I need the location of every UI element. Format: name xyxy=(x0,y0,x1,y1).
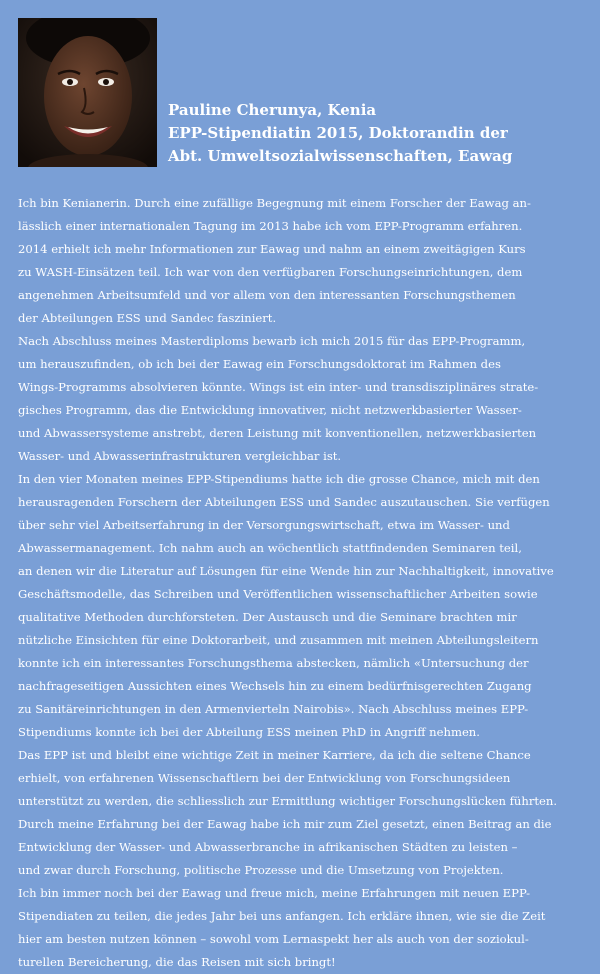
body-text-line: 2014 erhielt ich mehr Informationen zur Eawag und nahm an einem zweitägigen Kurs xyxy=(18,242,526,256)
body-text-line: In den vier Monaten meines EPP-Stipendiums hatte ich die grosse Chance, mich mit den xyxy=(18,472,540,486)
body-text-line: Geschäftsmodelle, das Schreiben und Veröffentlichen wissenschaftlicher Arbeiten sowie xyxy=(18,587,538,601)
body-text-line: Ich bin immer noch bei der Eawag und freue mich, meine Erfahrungen mit neuen EPP- xyxy=(18,886,531,900)
body-text-line: gisches Programm, das die Entwicklung innovativer, nicht netzwerkbasierter Wasser- xyxy=(18,403,522,417)
body-text-line: erhielt, von erfahrenen Wissenschaftlern bei der Entwicklung von Forschungsideen xyxy=(18,771,511,785)
body-text-line: unterstützt zu werden, die schliesslich zur Ermittlung wichtiger Forschungslücken führten. xyxy=(18,794,558,808)
person-name: Pauline Cherunya, Kenia xyxy=(168,101,377,119)
body-text-line: Ich bin Kenianerin. Durch eine zufällige Begegnung mit einem Forscher der Eawag an- xyxy=(18,196,531,210)
person-role-line-2: Abt. Umweltsozialwissenschaften, Eawag xyxy=(168,147,513,165)
body-text-line: Stipendiums konnte ich bei der Abteilung ESS meinen PhD in Angriff nehmen. xyxy=(18,725,480,739)
body-text-line: zu Sanitäreinrichtungen in den Armenvierteln Nairobis». Nach Abschluss meines EPP- xyxy=(18,702,529,716)
body-text-line: der Abteilungen ESS und Sandec fasziniert. xyxy=(18,311,277,325)
body-text-line: über sehr viel Arbeitserfahrung in der Versorgungswirtschaft, etwa im Wasser- und xyxy=(18,518,510,532)
body-text-line: Durch meine Erfahrung bei der Eawag habe ich mir zum Ziel gesetzt, einen Beitrag an die xyxy=(18,817,552,831)
body-text-line: qualitative Methoden durchforsteten. Der Austausch und die Seminare brachten mir xyxy=(18,610,517,624)
person-role-line-1: EPP-Stipendiatin 2015, Doktorandin der xyxy=(168,124,508,142)
body-text-line: Nach Abschluss meines Masterdiploms bewarb ich mich 2015 für das EPP-Programm, xyxy=(18,334,526,348)
testimonial-text xyxy=(18,192,588,974)
body-text-line: hier am besten nutzen können – sowohl vom Lernaspekt her als auch von der soziokul- xyxy=(18,932,529,946)
body-text-line: um herauszufinden, ob ich bei der Eawag ein Forschungsdoktorat im Rahmen des xyxy=(18,357,501,371)
body-text-line: Entwicklung der Wasser- und Abwasserbranche in afrikanischen Städten zu leisten – xyxy=(18,840,518,854)
body-text-line: angenehmen Arbeitsumfeld und vor allem von den interessanten Forschungsthemen xyxy=(18,288,516,302)
body-text-line: Stipendiaten zu teilen, die jedes Jahr bei uns anfangen. Ich erkläre ihnen, wie sie die Zeit xyxy=(18,909,546,923)
profile-heading xyxy=(168,99,588,168)
body-text-line: lässlich einer internationalen Tagung im 2013 habe ich vom EPP-Programm erfahren. xyxy=(18,219,523,233)
body-text-line: Wings-Programms absolvieren könnte. Wings ist ein inter- und transdisziplinäres strate- xyxy=(18,380,539,394)
portrait-photo xyxy=(18,18,157,167)
body-text-line: Das EPP ist und bleibt eine wichtige Zeit in meiner Karriere, da ich die seltene Chance xyxy=(18,748,531,762)
body-text-line: Wasser- und Abwasserinfrastrukturen vergleichbar ist. xyxy=(18,449,342,463)
body-text-line: zu WASH-Einsätzen teil. Ich war von den verfügbaren Forschungseinrichtungen, dem xyxy=(18,265,523,279)
body-text-line: nützliche Einsichten für eine Doktorarbeit, und zusammen mit meinen Abteilungsleitern xyxy=(18,633,539,647)
body-text-line: und zwar durch Forschung, politische Prozesse und die Umsetzung von Projekten. xyxy=(18,863,504,877)
body-text-line: herausragenden Forschern der Abteilungen ESS und Sandec auszutauschen. Sie verfügen xyxy=(18,495,550,509)
body-text-line: und Abwassersysteme anstrebt, deren Leistung mit konventionellen, netzwerkbasierten xyxy=(18,426,537,440)
body-text-line: nachfrageseitigen Aussichten eines Wechsels hin zu einem bedürfnisgerechten Zugang xyxy=(18,679,532,693)
portrait-photo-icon xyxy=(18,18,157,167)
body-text-line: Abwassermanagement. Ich nahm auch an wöchentlich stattfindenden Seminaren teil, xyxy=(18,541,522,555)
body-text-line: konnte ich ein interessantes Forschungsthema abstecken, nämlich «Untersuchung der xyxy=(18,656,529,670)
body-text-line: turellen Bereicherung, die das Reisen mit sich bringt! xyxy=(18,955,336,969)
body-text-line: an denen wir die Literatur auf Lösungen für eine Wende hin zur Nachhaltigkeit, innovative xyxy=(18,564,554,578)
